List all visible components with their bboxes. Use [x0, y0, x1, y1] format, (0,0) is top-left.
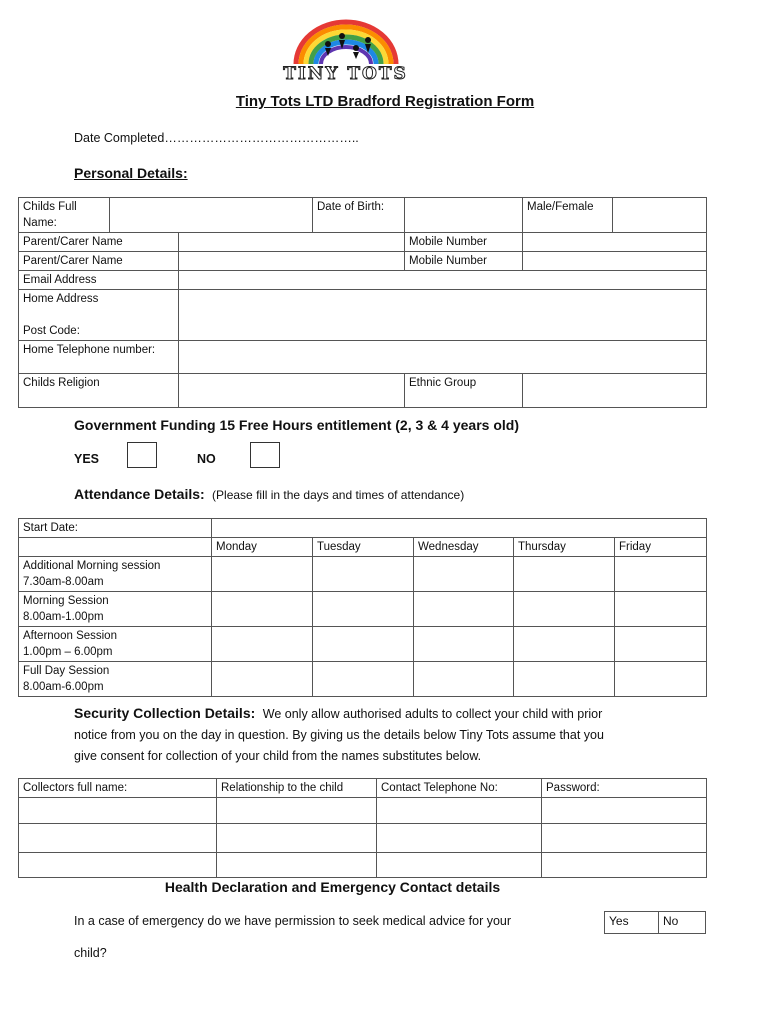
collector-cell[interactable] — [377, 798, 542, 824]
mobile-label-2: Mobile Number — [405, 252, 523, 271]
collector-cell[interactable] — [542, 798, 707, 824]
religion-label: Childs Religion — [19, 374, 179, 408]
logo — [268, 14, 423, 86]
funding-no-label: NO — [197, 452, 216, 466]
session-name: Additional Morning session — [23, 560, 161, 572]
mobile-field-2[interactable] — [523, 252, 707, 271]
parent-carer-label-2: Parent/Carer Name — [19, 252, 179, 271]
ethnic-group-label: Ethnic Group — [405, 374, 523, 408]
day-monday: Monday — [212, 538, 313, 557]
home-address-label: Home Address — [23, 293, 99, 305]
session-name: Morning Session — [23, 595, 109, 607]
home-telephone-label: Home Telephone number: — [19, 341, 179, 374]
session-cell[interactable] — [615, 662, 707, 697]
session-label — [19, 557, 212, 592]
logo-text: TINY TOTS — [283, 64, 408, 84]
session-label — [19, 592, 212, 627]
collector-cell[interactable] — [19, 798, 217, 824]
collector-cell[interactable] — [217, 824, 377, 853]
session-name: Afternoon Session — [23, 630, 117, 642]
day-wednesday: Wednesday — [414, 538, 514, 557]
session-cell[interactable] — [514, 662, 615, 697]
collector-cell[interactable] — [217, 798, 377, 824]
security-paragraph — [74, 703, 714, 767]
religion-field[interactable] — [179, 374, 405, 408]
parent-carer-field-2[interactable] — [179, 252, 405, 271]
session-cell[interactable] — [514, 592, 615, 627]
start-date-field[interactable] — [212, 519, 707, 538]
start-date-label: Start Date: — [19, 519, 212, 538]
session-cell[interactable] — [313, 592, 414, 627]
date-completed: Date Completed……………………………………….. — [74, 131, 359, 145]
session-cell[interactable] — [414, 627, 514, 662]
session-cell[interactable] — [414, 557, 514, 592]
attendance-heading-row — [74, 486, 464, 502]
health-question-line-1: In a case of emergency do we have permission to seek medical advice for your — [74, 914, 512, 928]
health-question-line-2: child? — [74, 946, 107, 960]
ethnic-group-field[interactable] — [523, 374, 707, 408]
date-of-birth-label: Date of Birth: — [313, 198, 405, 233]
post-code-label: Post Code: — [23, 325, 80, 337]
collector-cell[interactable] — [377, 824, 542, 853]
session-cell[interactable] — [212, 662, 313, 697]
collector-cell[interactable] — [217, 853, 377, 878]
session-cell[interactable] — [414, 662, 514, 697]
session-cell[interactable] — [313, 627, 414, 662]
security-line-3: give consent for collection of your child from the names substitutes below. — [74, 749, 482, 763]
mobile-field-1[interactable] — [523, 233, 707, 252]
collector-cell[interactable] — [542, 853, 707, 878]
collector-name-header: Collectors full name: — [19, 779, 217, 798]
attendance-table — [18, 518, 707, 697]
session-cell[interactable] — [615, 557, 707, 592]
attendance-heading: Attendance Details: — [74, 486, 205, 502]
collector-cell[interactable] — [19, 853, 217, 878]
day-tuesday: Tuesday — [313, 538, 414, 557]
collector-cell[interactable] — [377, 853, 542, 878]
parent-carer-field-1[interactable] — [179, 233, 405, 252]
collector-cell[interactable] — [19, 824, 217, 853]
home-address-field[interactable] — [179, 290, 707, 341]
home-address-cell — [19, 290, 179, 341]
day-friday: Friday — [615, 538, 707, 557]
session-cell[interactable] — [212, 627, 313, 662]
email-field[interactable] — [179, 271, 707, 290]
day-thursday: Thursday — [514, 538, 615, 557]
password-header: Password: — [542, 779, 707, 798]
page-title: Tiny Tots LTD Bradford Registration Form — [235, 93, 535, 110]
health-no-option[interactable]: No — [659, 912, 706, 934]
security-line-2: notice from you on the day in question. By giving us the details below Tiny Tots assume that you — [74, 728, 604, 742]
session-cell[interactable] — [212, 592, 313, 627]
health-heading: Health Declaration and Emergency Contact details — [164, 879, 501, 895]
session-cell[interactable] — [615, 627, 707, 662]
relationship-header: Relationship to the child — [217, 779, 377, 798]
attendance-note: (Please fill in the days and times of attendance) — [212, 488, 465, 502]
funding-yes-label: YES — [74, 452, 100, 466]
session-time: 8.00am-6.00pm — [23, 681, 104, 693]
personal-details-table — [18, 197, 707, 408]
session-time: 8.00am-1.00pm — [23, 611, 104, 623]
session-label — [19, 627, 212, 662]
session-cell[interactable] — [615, 592, 707, 627]
mobile-label-1: Mobile Number — [405, 233, 523, 252]
contact-telephone-header: Contact Telephone No: — [377, 779, 542, 798]
funding-no-checkbox[interactable] — [250, 442, 280, 468]
session-time: 1.00pm – 6.00pm — [23, 646, 113, 658]
session-cell[interactable] — [514, 557, 615, 592]
session-cell[interactable] — [414, 592, 514, 627]
health-yes-option[interactable]: Yes — [605, 912, 659, 934]
session-name: Full Day Session — [23, 665, 110, 677]
session-cell[interactable] — [514, 627, 615, 662]
session-cell[interactable] — [313, 557, 414, 592]
funding-yes-checkbox[interactable] — [127, 442, 157, 468]
security-heading: Security Collection Details: — [74, 705, 256, 721]
collector-cell[interactable] — [542, 824, 707, 853]
attendance-corner — [19, 538, 212, 557]
personal-details-heading: Personal Details: — [74, 165, 188, 181]
health-consent-table — [604, 911, 706, 934]
parent-carer-label-1: Parent/Carer Name — [19, 233, 179, 252]
childs-full-name-label: Childs Full Name: — [19, 198, 110, 233]
session-label — [19, 662, 212, 697]
home-telephone-field[interactable] — [179, 341, 707, 374]
childs-full-name-field[interactable] — [110, 198, 313, 233]
collectors-table — [18, 778, 707, 878]
email-label: Email Address — [19, 271, 179, 290]
date-of-birth-field[interactable] — [405, 198, 523, 233]
male-female-label: Male/Female — [523, 198, 613, 233]
security-line-1: We only allow authorised adults to collect your child with prior — [262, 707, 603, 721]
funding-heading: Government Funding 15 Free Hours entitlement (2, 3 & 4 years old) — [74, 417, 519, 433]
male-female-field[interactable] — [613, 198, 707, 233]
session-time: 7.30am-8.00am — [23, 576, 104, 588]
session-cell[interactable] — [313, 662, 414, 697]
session-cell[interactable] — [212, 557, 313, 592]
